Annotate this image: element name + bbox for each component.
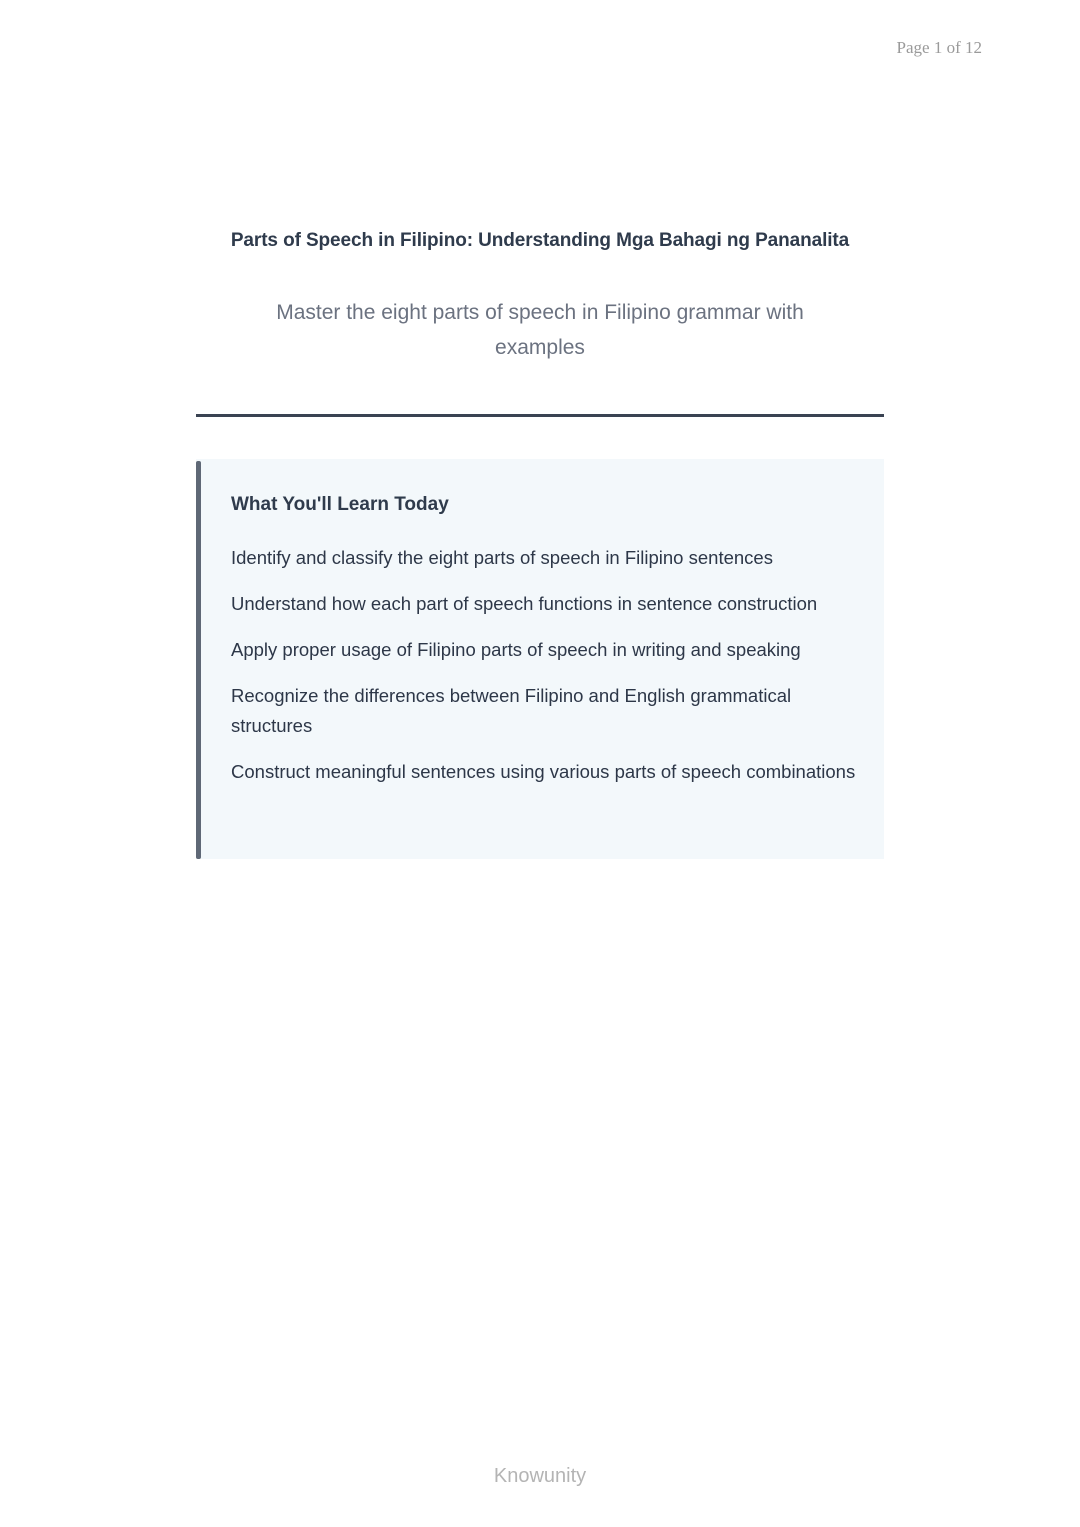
title-divider [196,414,884,417]
list-item: Apply proper usage of Filipino parts of speech in writing and speaking [231,639,801,660]
document-title: Parts of Speech in Filipino: Understanding Mga Bahagi ng Pananalita [230,230,850,251]
learning-objectives-list [231,543,861,803]
footer-brand-watermark: Knowunity [493,1465,587,1487]
document-subtitle: Master the eight parts of speech in Filipino grammar with examples [276,301,804,359]
list-item: Understand how each part of speech functions in sentence construction [231,593,818,614]
list-item: Identify and classify the eight parts of speech in Filipino sentences [231,547,773,568]
list-item: Recognize the differences between Filipino and English grammatical structures [231,685,792,736]
learning-objectives-heading: What You'll Learn Today [231,494,449,515]
callout-accent-bar [196,461,201,859]
learning-objectives-box [196,459,884,859]
page-number: Page 1 of 12 [896,38,982,57]
list-item: Construct meaningful sentences using various parts of speech combinations [231,761,856,782]
